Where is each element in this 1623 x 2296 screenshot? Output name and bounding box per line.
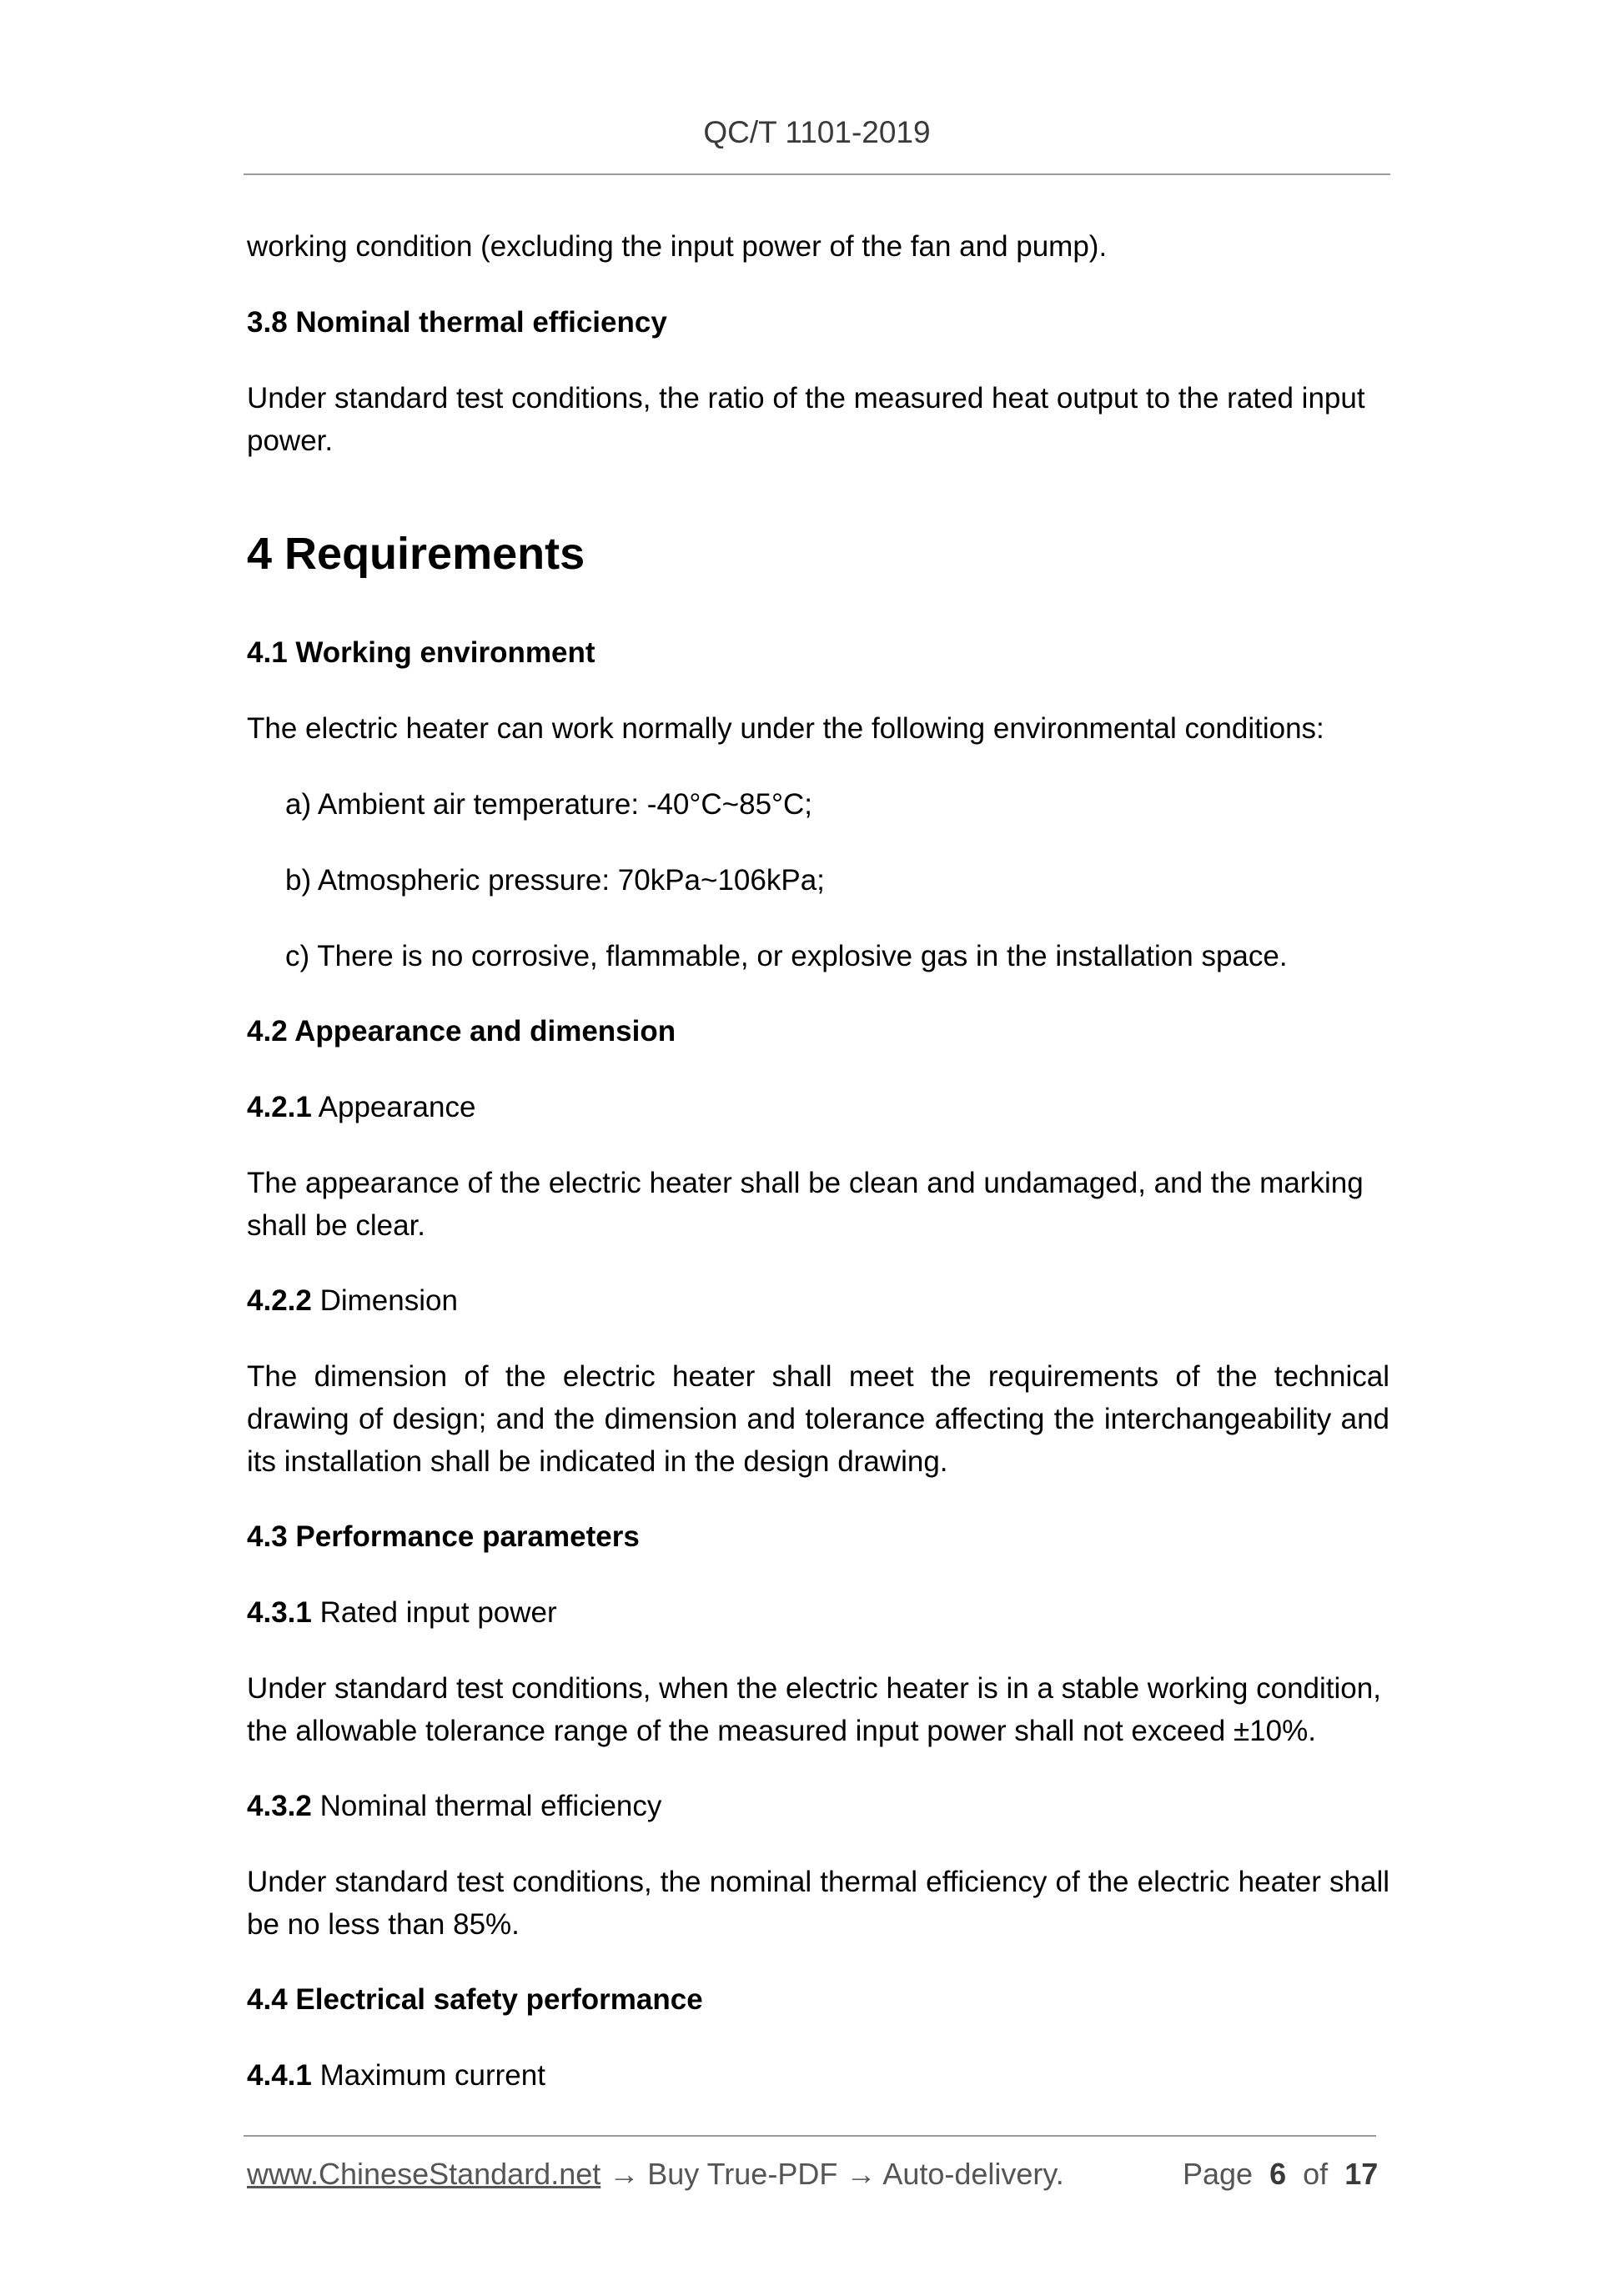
section-4-2-2-text: The dimension of the electric heater shall meet the requirements of the technical drawing of design; and the dimension and tolerance affecting the interchangeability and its installation shall be indicated in the design drawing. bbox=[247, 1360, 1389, 1478]
section-4-2-2-heading bbox=[247, 1279, 1389, 1322]
page-word: Page bbox=[1183, 2157, 1254, 2191]
doc-header-code: QC/T 1101-2019 bbox=[703, 115, 931, 149]
clause-label: Nominal thermal efficiency bbox=[319, 1790, 662, 1822]
section-4-4-heading: 4.4 Electrical safety performance bbox=[247, 1983, 703, 2016]
section-4-1-heading: 4.1 Working environment bbox=[247, 636, 595, 669]
section-4-2-1-heading bbox=[247, 1086, 1389, 1128]
section-4-1-text: The electric heater can work normally under the following environmental conditions: bbox=[247, 712, 1324, 745]
clause-number: 4.3.1 bbox=[247, 1596, 312, 1629]
clause-label: Dimension bbox=[319, 1284, 458, 1317]
section-4-3-1-text: Under standard test conditions, when the electric heater is in a stable working condition, the allowable tolerance range of the measured input power shall not exceed ±10%. bbox=[247, 1672, 1381, 1747]
clause-number: 4.4.1 bbox=[247, 2059, 312, 2092]
list-item: c) There is no corrosive, flammable, or explosive gas in the installation space. bbox=[285, 940, 1288, 972]
clause-number: 4.2.1 bbox=[247, 1091, 312, 1123]
section-4-2-1-text: The appearance of the electric heater shall be clean and undamaged, and the marking shall be clear. bbox=[247, 1167, 1364, 1242]
clause-number: 4.2.2 bbox=[247, 1284, 312, 1317]
website-link[interactable]: www.ChineseStandard.net bbox=[247, 2157, 601, 2191]
section-4-3-heading: 4.3 Performance parameters bbox=[247, 1520, 640, 1553]
of-word: of bbox=[1303, 2157, 1329, 2191]
list-item: a) Ambient air temperature: -40°C~85°C; bbox=[285, 788, 813, 821]
section-4-3-2-text: Under standard test conditions, the nominal thermal efficiency of the electric heater shall be no less than 85%. bbox=[247, 1866, 1389, 1941]
section-4-3-1-heading bbox=[247, 1591, 1389, 1634]
section-3-8-heading: 3.8 Nominal thermal efficiency bbox=[247, 306, 667, 339]
section-3-8-text: Under standard test conditions, the ratio of the measured heat output to the rated input power. bbox=[247, 382, 1365, 457]
page-indicator bbox=[1183, 2157, 1378, 2192]
chapter-4-heading: 4 Requirements bbox=[247, 529, 585, 579]
clause-label: Appearance bbox=[318, 1091, 476, 1123]
clause-number: 4.3.2 bbox=[247, 1790, 312, 1822]
section-4-3-2-heading bbox=[247, 1785, 1389, 1827]
paragraph-continued: working condition (excluding the input power of the fan and pump). bbox=[247, 230, 1108, 263]
clause-label: Maximum current bbox=[319, 2059, 545, 2092]
footer-left bbox=[247, 2157, 1064, 2192]
page-current: 6 bbox=[1269, 2157, 1287, 2191]
footer-tagline: → Buy True-PDF → Auto-delivery. bbox=[600, 2157, 1064, 2191]
header-rule bbox=[244, 173, 1390, 175]
list-item: b) Atmospheric pressure: 70kPa~106kPa; bbox=[285, 864, 825, 897]
footer-rule bbox=[244, 2135, 1376, 2137]
section-4-2-heading: 4.2 Appearance and dimension bbox=[247, 1015, 676, 1048]
clause-label: Rated input power bbox=[319, 1596, 557, 1629]
page-total: 17 bbox=[1344, 2157, 1379, 2191]
section-4-4-1-heading bbox=[247, 2054, 1389, 2097]
